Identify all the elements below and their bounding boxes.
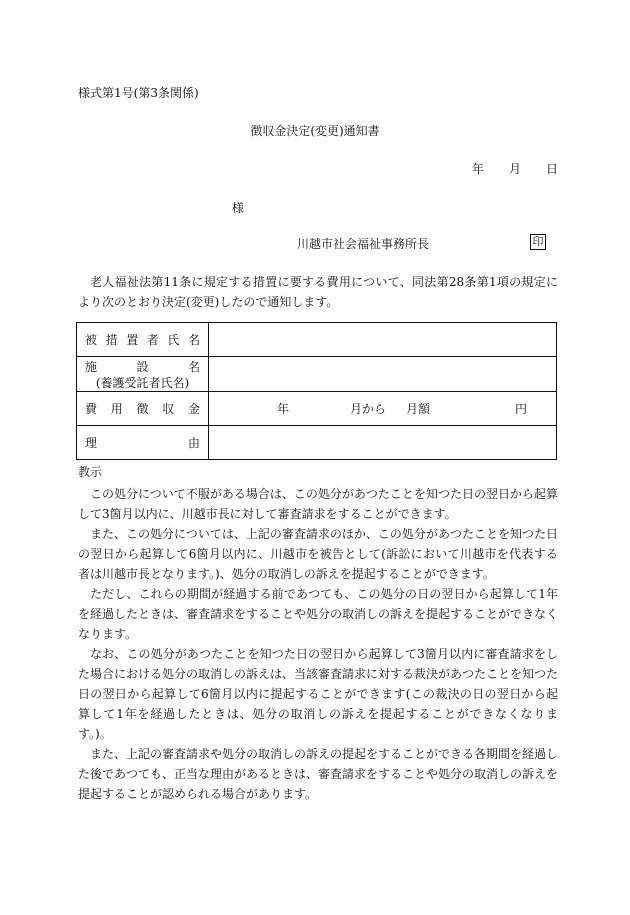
notice-heading: 教示	[78, 465, 103, 479]
date-year-label: 年	[472, 162, 485, 176]
label-facility	[77, 357, 209, 392]
notice-body	[78, 484, 558, 804]
notice-paragraph: この処分について不服がある場合は、この処分があつたことを知つた日の翌日から起算して3箇月以内に、川越市長に対して審査請求をすることができます。	[78, 487, 558, 521]
table-row	[77, 426, 557, 460]
label-fee	[77, 392, 209, 426]
issuer-name: 川越市社会福祉事務所長	[297, 237, 430, 251]
date-line	[472, 160, 558, 178]
intro-paragraph: 老人福祉法第11条に規定する措置に要する費用について、同法第28条第1項の規定により次のとおり決定(変更)したので通知します。	[78, 275, 558, 309]
table-row	[77, 357, 557, 392]
date-month-label: 月	[508, 162, 521, 176]
label-facility-sub: (養護受託者氏名)	[95, 375, 190, 390]
form-number: 様式第1号(第3条関係)	[78, 86, 199, 100]
label-reason-text: 理 由	[85, 435, 200, 450]
info-table	[76, 322, 557, 460]
fee-value-line	[217, 392, 548, 425]
value-facility[interactable]	[209, 357, 557, 392]
fee-yen: 円	[515, 401, 528, 416]
seal-mark: 印	[530, 234, 546, 250]
table-row	[77, 323, 557, 357]
date-day-label: 日	[545, 162, 558, 176]
fee-monthly-amount: 月額	[406, 401, 431, 416]
label-reason	[77, 426, 209, 460]
value-recipient[interactable]	[209, 323, 557, 357]
label-recipient-text: 被 措 置 者 氏 名	[85, 332, 200, 347]
fee-month-from: 月から	[350, 401, 387, 416]
notice-paragraph: ただし、これらの期間が経過する前であつても、この処分の日の翌日から起算して1年を経過したときは、審査請求をすることや処分の取消しの訴えを提起することができなくなります。	[78, 587, 559, 641]
label-recipient	[77, 323, 209, 357]
addressee-suffix: 様	[232, 201, 245, 215]
value-fee[interactable]	[209, 392, 557, 426]
table-row	[77, 392, 557, 426]
notice-paragraph: また、上記の審査請求や処分の取消しの訴えの提起をすることができる各期間を経過した後であつても、正当な理由があるときは、審査請求をすることや処分の取消しの訴えを提起することが認められる場合があります。	[78, 747, 559, 801]
fee-year: 年	[277, 401, 290, 416]
notice-paragraph: なお、この処分があつたことを知つた日の翌日から起算して3箇月以内に審査請求をした場合における処分の取消しの訴えは、当該審査請求に対する裁決があつたことを知つた日の翌日から起算して6箇月以内に提起することができます(この裁決の日の翌日から起算して1年を経過したときは、処分の取消しの訴えを提起することができなくなります。)。	[78, 647, 559, 741]
label-fee-text: 費 用 徴 収 金	[85, 401, 200, 416]
document-title: 徴収金決定(変更)通知書	[250, 124, 380, 138]
label-facility-text: 施 設 名	[85, 359, 200, 374]
value-reason[interactable]	[209, 426, 557, 460]
notice-paragraph: また、この処分については、上記の審査請求のほか、この処分があつたことを知つた日の翌日から起算して6箇月以内に、川越市を被告として(訴訟において川越市を代表する者は川越市長となります。)、処分の取消しの訴えを提起することができます。	[78, 527, 558, 581]
